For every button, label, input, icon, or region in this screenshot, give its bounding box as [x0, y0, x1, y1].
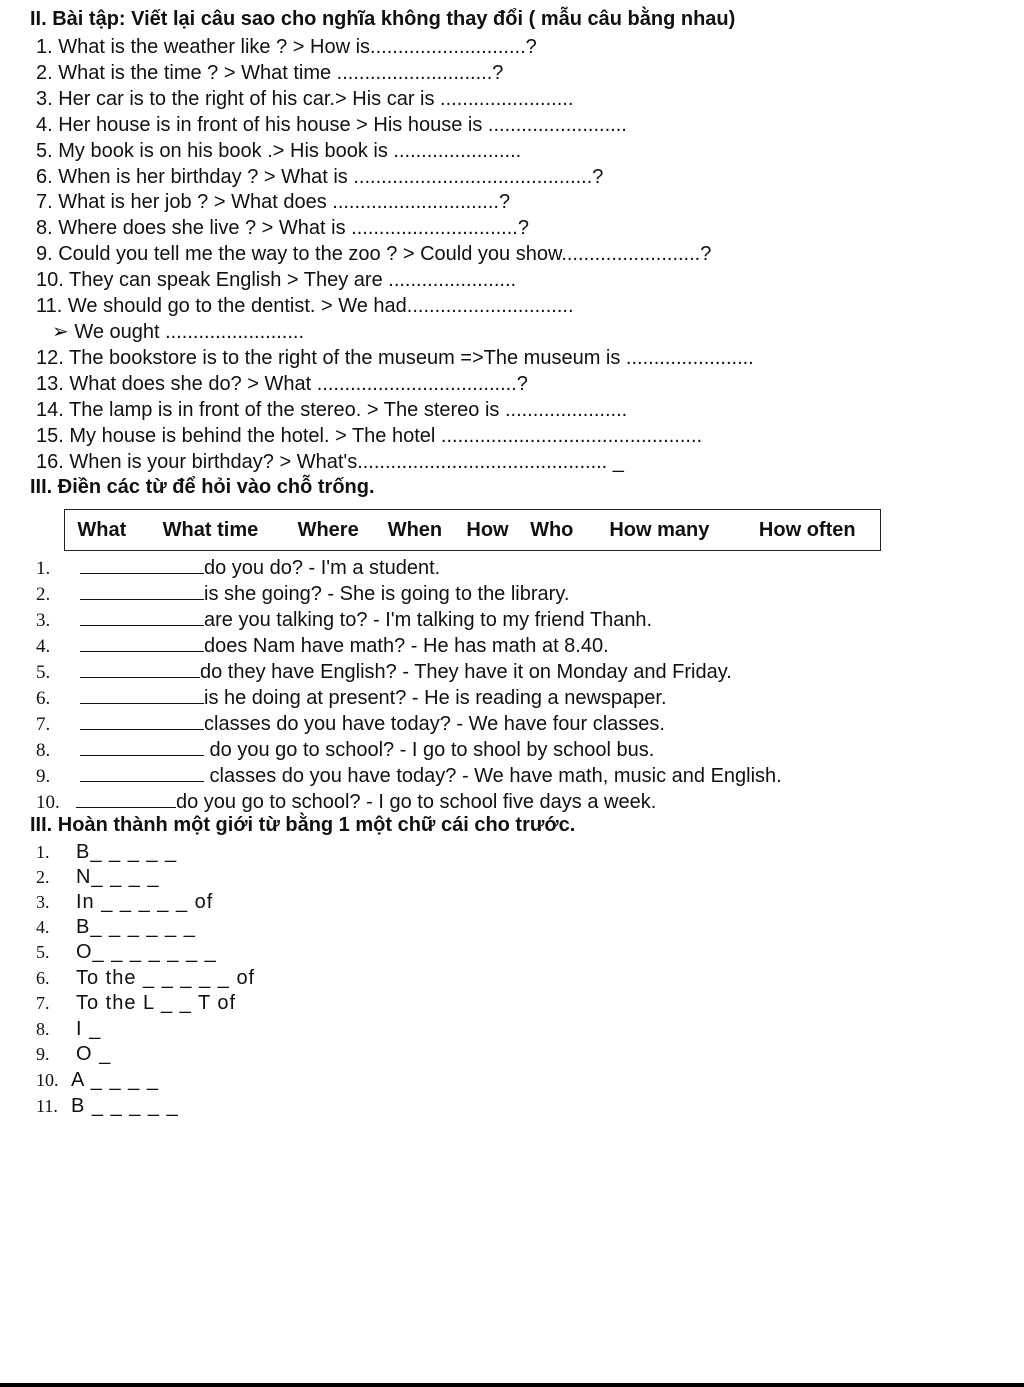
rewrite-item: 6. When is her birthday ? > What is ...........................................? [36, 166, 604, 188]
question-item [36, 763, 782, 789]
question-item [36, 685, 667, 711]
answer-blank[interactable] [80, 685, 204, 704]
preposition-item [36, 1094, 179, 1118]
section-3-heading: III. Điền các từ để hỏi vào chỗ trống. [30, 476, 375, 498]
answer-blank[interactable] [80, 763, 204, 782]
rewrite-item: 3. Her car is to the right of his car.> His car is ........................ [36, 88, 574, 110]
item-number: 1. [36, 558, 51, 579]
item-number: 5. [36, 942, 50, 962]
item-number: 8. [36, 740, 51, 761]
question-text: do they have English? - They have it on Monday and Friday. [200, 661, 732, 683]
question-text: classes do you have today? - We have math, music and English. [204, 765, 782, 787]
rewrite-item: 2. What is the time ? > What time ............................? [36, 62, 504, 84]
item-number: 4. [36, 917, 50, 937]
item-number: 4. [36, 636, 51, 657]
rewrite-item: 14. The lamp is in front of the stereo. > The stereo is ...................... [36, 399, 628, 421]
question-text: do you do? - I'm a student. [204, 557, 441, 579]
question-item [36, 737, 654, 763]
preposition-blank: B_ _ _ _ _ _ [76, 916, 196, 938]
word-box [64, 509, 881, 551]
preposition-blank: N_ _ _ _ [76, 866, 160, 888]
answer-blank[interactable] [80, 711, 204, 730]
preposition-item [36, 865, 160, 889]
answer-blank[interactable] [80, 581, 204, 600]
question-text: do you go to school? - I go to shool by school bus. [204, 739, 655, 761]
preposition-item [36, 1017, 101, 1041]
preposition-item [36, 915, 196, 939]
preposition-item [36, 1068, 159, 1092]
question-item [36, 789, 656, 815]
preposition-blank: I _ [76, 1018, 102, 1040]
rewrite-item: 8. Where does she live ? > What is ..............................? [36, 217, 529, 239]
section-4-heading: III. Hoàn thành một giới từ bằng 1 một chữ cái cho trước. [30, 814, 576, 836]
word-box-item: How many [609, 518, 710, 541]
word-box-item: Where [297, 518, 359, 541]
answer-blank[interactable] [80, 633, 204, 652]
rewrite-item: 11. We should go to the dentist. > We had.............................. [36, 295, 574, 317]
preposition-item [36, 991, 236, 1015]
rewrite-item: 4. Her house is in front of his house > His house is ......................... [36, 114, 627, 136]
answer-blank[interactable] [76, 789, 176, 808]
preposition-blank: To the _ _ _ _ _ of [76, 967, 256, 989]
word-box-item: How often [758, 518, 856, 541]
rewrite-item: 7. What is her job ? > What does ..............................? [36, 191, 511, 213]
item-number: 9. [36, 1044, 50, 1064]
word-box-item: How [466, 518, 509, 541]
section-2-heading: II. Bài tập: Viết lại câu sao cho nghĩa không thay đổi ( mẫu câu bằng nhau) [30, 8, 736, 30]
preposition-item [36, 940, 217, 964]
item-number: 6. [36, 688, 51, 709]
question-item [36, 711, 665, 737]
rewrite-item: 9. Could you tell me the way to the zoo ? > Could you show.........................? [36, 243, 712, 265]
answer-blank[interactable] [80, 555, 204, 574]
question-item [36, 633, 609, 659]
rewrite-item: ➢ We ought ......................... [52, 321, 305, 343]
preposition-blank: O_ _ _ _ _ _ _ [76, 941, 217, 963]
item-number: 3. [36, 892, 50, 912]
item-number: 8. [36, 1019, 50, 1039]
item-number: 7. [36, 714, 51, 735]
answer-blank[interactable] [80, 659, 200, 678]
answer-blank[interactable] [80, 607, 204, 626]
answer-blank[interactable] [80, 737, 204, 756]
item-number: 3. [36, 610, 51, 631]
item-number: 2. [36, 584, 51, 605]
rewrite-item: 10. They can speak English > They are ....................... [36, 269, 517, 291]
rewrite-item: 15. My house is behind the hotel. > The hotel ............................................... [36, 425, 703, 447]
item-number: 7. [36, 993, 50, 1013]
item-number: 1. [36, 842, 50, 862]
rewrite-item: 16. When is your birthday? > What's............................................. _ [36, 451, 624, 473]
item-number: 10. [36, 1070, 59, 1090]
rewrite-item: 12. The bookstore is to the right of the museum =>The museum is ....................... [36, 347, 754, 369]
preposition-blank: O _ [76, 1043, 112, 1065]
item-number: 2. [36, 867, 50, 887]
question-item [36, 607, 652, 633]
preposition-blank: In _ _ _ _ _ of [76, 891, 214, 913]
rewrite-item: 13. What does she do? > What ....................................? [36, 373, 528, 395]
question-text: is he doing at present? - He is reading a newspaper. [204, 687, 667, 709]
question-item [36, 555, 440, 581]
item-number: 6. [36, 968, 50, 988]
question-text: are you talking to? - I'm talking to my friend Thanh. [204, 609, 653, 631]
word-box-item: Who [530, 518, 574, 541]
question-text: is she going? - She is going to the library. [204, 583, 570, 605]
word-box-item: What [77, 518, 127, 541]
question-text: classes do you have today? - We have four classes. [204, 713, 665, 735]
preposition-item [36, 840, 177, 864]
word-box-item: When [387, 518, 443, 541]
rewrite-item: 1. What is the weather like ? > How is............................? [36, 36, 537, 58]
preposition-item [36, 966, 255, 990]
word-box-item: What time [162, 518, 259, 541]
preposition-blank: A _ _ _ _ [71, 1069, 159, 1091]
preposition-blank: B_ _ _ _ _ [76, 841, 178, 863]
item-number: 9. [36, 766, 51, 787]
bottom-edge-bar [0, 1383, 1024, 1387]
preposition-blank: B _ _ _ _ _ [71, 1095, 179, 1117]
preposition-item [36, 890, 213, 914]
item-number: 5. [36, 662, 51, 683]
question-item [36, 659, 732, 685]
rewrite-item: 5. My book is on his book .> His book is ....................... [36, 140, 522, 162]
preposition-item [36, 1042, 111, 1066]
question-item [36, 581, 569, 607]
preposition-blank: To the L _ _ T of [76, 992, 237, 1014]
item-number: 10. [36, 792, 60, 813]
item-number: 11. [36, 1096, 58, 1116]
question-text: does Nam have math? - He has math at 8.40. [204, 635, 609, 657]
question-text: do you go to school? - I go to school five days a week. [176, 791, 657, 813]
